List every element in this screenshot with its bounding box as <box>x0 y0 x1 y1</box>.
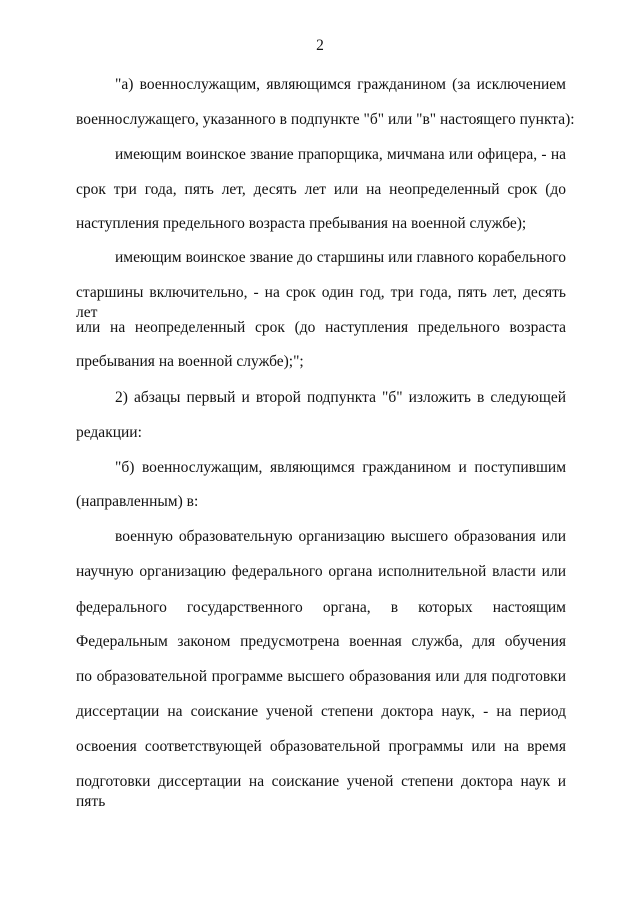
text-line: редакции: <box>76 424 142 441</box>
text-line: научную организацию федерального органа исполнительной власти или <box>76 563 566 580</box>
text-line: наступления предельного возраста пребывания на военной службе); <box>76 215 527 232</box>
text-line: имеющим воинское звание прапорщика, мичмана или офицера, - на <box>115 146 566 163</box>
text-line: военнослужащего, указанного в подпункте "б" или "в" настоящего пункта): <box>76 111 575 128</box>
text-line: пребывания на военной службе);"; <box>76 353 304 370</box>
text-line: диссертации на соискание ученой степени доктора наук, - на период <box>76 703 566 720</box>
text-line: Федеральным законом предусмотрена военная служба, для обучения <box>76 633 566 650</box>
text-line: федерального государственного органа, в которых настоящим <box>76 599 566 616</box>
page-number: 2 <box>316 37 324 54</box>
text-line: военную образовательную организацию высшего образования или <box>115 528 566 545</box>
text-line: 2) абзацы первый и второй подпункта "б" изложить в следующей <box>115 389 566 406</box>
text-line: (направленным) в: <box>76 493 199 510</box>
text-line: подготовки диссертации на соискание ученой степени доктора наук и пять <box>76 773 566 810</box>
text-line: освоения соответствующей образовательной программы или на время <box>76 738 566 755</box>
text-line: "а) военнослужащим, являющимся гражданином (за исключением <box>115 76 566 93</box>
text-line: срок три года, пять лет, десять лет или на неопределенный срок (до <box>76 181 566 198</box>
text-line: по образовательной программе высшего образования или для подготовки <box>76 668 566 685</box>
text-line: "б) военнослужащим, являющимся гражданином и поступившим <box>115 459 566 476</box>
text-line: или на неопределенный срок (до наступления предельного возраста <box>76 319 566 336</box>
text-line: имеющим воинское звание до старшины или главного корабельного <box>115 249 566 266</box>
text-line: старшины включительно, - на срок один год, три года, пять лет, десять лет <box>76 284 566 321</box>
